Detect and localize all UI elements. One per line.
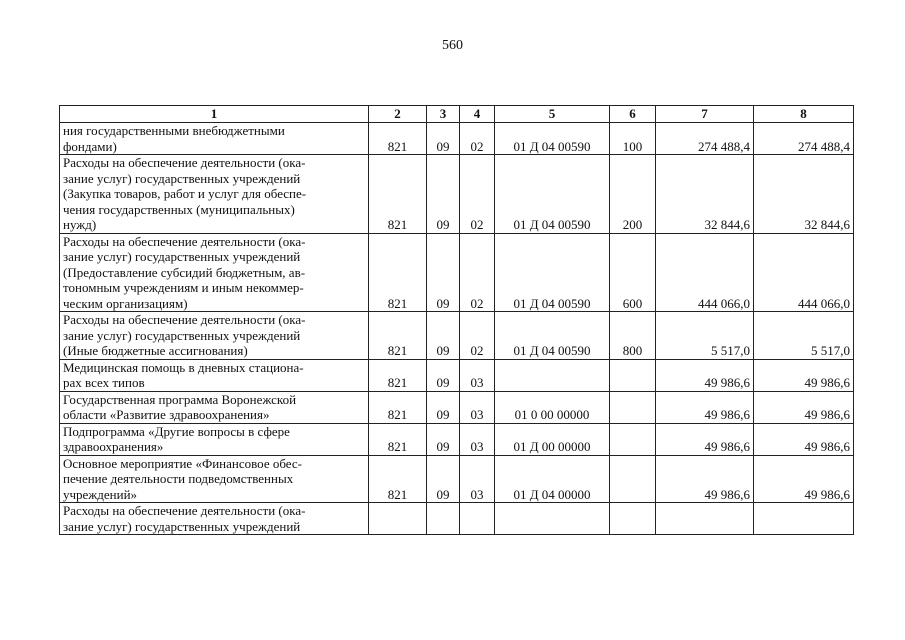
table-row [60, 503, 854, 535]
name-line: Медицинская помощь в дневных стациона- [63, 359, 304, 375]
table-row [60, 455, 854, 503]
target-article-cell: 01 Д 04 00590 [495, 155, 610, 234]
header-cell: 4 [460, 106, 495, 123]
header-cell: 6 [610, 106, 656, 123]
amount-cell: 274 488,4 [754, 123, 854, 155]
section-cell: 09 [427, 155, 460, 234]
name-line: фондами) [63, 138, 117, 154]
amount-cell: 32 844,6 [754, 155, 854, 234]
amount-cell: 49 986,6 [656, 391, 754, 423]
code-cell: 821 [369, 423, 427, 455]
name-line: области «Развитие здравоохранения» [63, 407, 270, 422]
expense-type-cell: 200 [610, 155, 656, 234]
name-cell [60, 455, 369, 503]
name-cell [60, 155, 369, 234]
expense-type-cell: 100 [610, 123, 656, 155]
table-row [60, 359, 854, 391]
subsection-cell: 02 [460, 123, 495, 155]
amount-cell: 49 986,6 [754, 391, 854, 423]
subsection-cell: 03 [460, 391, 495, 423]
name-line: Расходы на обеспечение деятельности (ока- [63, 233, 306, 249]
expense-type-cell: 600 [610, 233, 656, 312]
header-cell: 8 [754, 106, 854, 123]
header-cell: 5 [495, 106, 610, 123]
subsection-cell: 03 [460, 423, 495, 455]
code-cell: 821 [369, 155, 427, 234]
amount-cell: 444 066,0 [656, 233, 754, 312]
name-line: чения государственных (муниципальных) [63, 201, 295, 217]
header-cell: 3 [427, 106, 460, 123]
subsection-cell: 03 [460, 359, 495, 391]
name-line: зание услуг) государственных учреждений [63, 327, 301, 343]
table-row [60, 233, 854, 312]
amount-cell: 274 488,4 [656, 123, 754, 155]
table-row [60, 123, 854, 155]
amount-cell: 49 986,6 [656, 423, 754, 455]
name-cell [60, 233, 369, 312]
name-line: (Предоставление субсидий бюджетным, ав- [63, 264, 306, 280]
amount-cell: 49 986,6 [754, 423, 854, 455]
target-article-cell: 01 Д 04 00590 [495, 312, 610, 360]
target-article-cell: 01 Д 00 00000 [495, 423, 610, 455]
amount-cell [656, 503, 754, 535]
name-line: Расходы на обеспечение деятельности (ока- [63, 312, 306, 327]
expense-type-cell [610, 391, 656, 423]
name-line: тономным учреждениям и иным некоммер- [63, 280, 304, 295]
table-row [60, 391, 854, 423]
section-cell: 09 [427, 123, 460, 155]
section-cell: 09 [427, 312, 460, 360]
subsection-cell: 03 [460, 455, 495, 503]
section-cell: 09 [427, 391, 460, 423]
name-line: печение деятельности подведомственных [63, 471, 294, 486]
expense-type-cell [610, 359, 656, 391]
code-cell: 821 [369, 312, 427, 360]
header-cell: 1 [60, 106, 369, 123]
subsection-cell [460, 503, 495, 535]
name-line: здравоохранения» [63, 439, 164, 454]
name-line: зание услуг) государственных учреждений [63, 170, 301, 186]
section-cell: 09 [427, 359, 460, 391]
name-line: рах всех типов [63, 375, 145, 390]
section-cell: 09 [427, 423, 460, 455]
name-line: Расходы на обеспечение деятельности (ока- [63, 155, 306, 170]
amount-cell: 444 066,0 [754, 233, 854, 312]
section-cell: 09 [427, 455, 460, 503]
name-line: зание услуг) государственных учреждений [63, 249, 301, 264]
subsection-cell: 02 [460, 312, 495, 360]
name-line: Основное мероприятие «Финансовое обес- [63, 455, 302, 471]
amount-cell: 5 517,0 [754, 312, 854, 360]
name-line: учреждений» [63, 486, 138, 502]
name-cell [60, 423, 369, 455]
expense-type-cell [610, 503, 656, 535]
table-row [60, 155, 854, 234]
subsection-cell: 02 [460, 233, 495, 312]
subsection-cell: 02 [460, 155, 495, 234]
target-article-cell: 01 0 00 00000 [495, 391, 610, 423]
amount-cell: 49 986,6 [656, 455, 754, 503]
table-body [60, 123, 854, 535]
table-row [60, 312, 854, 360]
name-line: зание услуг) государственных учреждений [63, 518, 301, 534]
expense-type-cell [610, 455, 656, 503]
page-number: 560 [442, 38, 463, 53]
amount-cell: 49 986,6 [754, 455, 854, 503]
name-line: (Закупка товаров, работ и услуг для обеспе- [63, 186, 307, 201]
header-cell: 2 [369, 106, 427, 123]
name-cell [60, 391, 369, 423]
header-cell: 7 [656, 106, 754, 123]
target-article-cell: 01 Д 04 00590 [495, 233, 610, 312]
expense-type-cell: 800 [610, 312, 656, 360]
name-line: ческим организациям) [63, 295, 188, 311]
amount-cell: 5 517,0 [656, 312, 754, 360]
target-article-cell: 01 Д 04 00000 [495, 455, 610, 503]
expense-type-cell [610, 423, 656, 455]
table-header-row [60, 106, 854, 123]
section-cell [427, 503, 460, 535]
amount-cell [754, 503, 854, 535]
target-article-cell: 01 Д 04 00590 [495, 123, 610, 155]
code-cell [369, 503, 427, 535]
name-line: Расходы на обеспечение деятельности (ока- [63, 503, 306, 518]
name-cell [60, 359, 369, 391]
name-cell [60, 503, 369, 535]
code-cell: 821 [369, 233, 427, 312]
code-cell: 821 [369, 455, 427, 503]
budget-table [59, 105, 854, 535]
amount-cell: 32 844,6 [656, 155, 754, 234]
name-cell [60, 312, 369, 360]
target-article-cell [495, 503, 610, 535]
amount-cell: 49 986,6 [754, 359, 854, 391]
name-line: (Иные бюджетные ассигнования) [63, 343, 248, 358]
code-cell: 821 [369, 391, 427, 423]
code-cell: 821 [369, 359, 427, 391]
name-cell [60, 123, 369, 155]
target-article-cell [495, 359, 610, 391]
table-row [60, 423, 854, 455]
name-line: ния государственными внебюджетными [63, 123, 285, 138]
name-line: Подпрограмма «Другие вопросы в сфере [63, 423, 290, 439]
amount-cell: 49 986,6 [656, 359, 754, 391]
name-line: Государственная программа Воронежской [63, 391, 297, 407]
section-cell: 09 [427, 233, 460, 312]
name-line: нужд) [63, 217, 97, 232]
code-cell: 821 [369, 123, 427, 155]
